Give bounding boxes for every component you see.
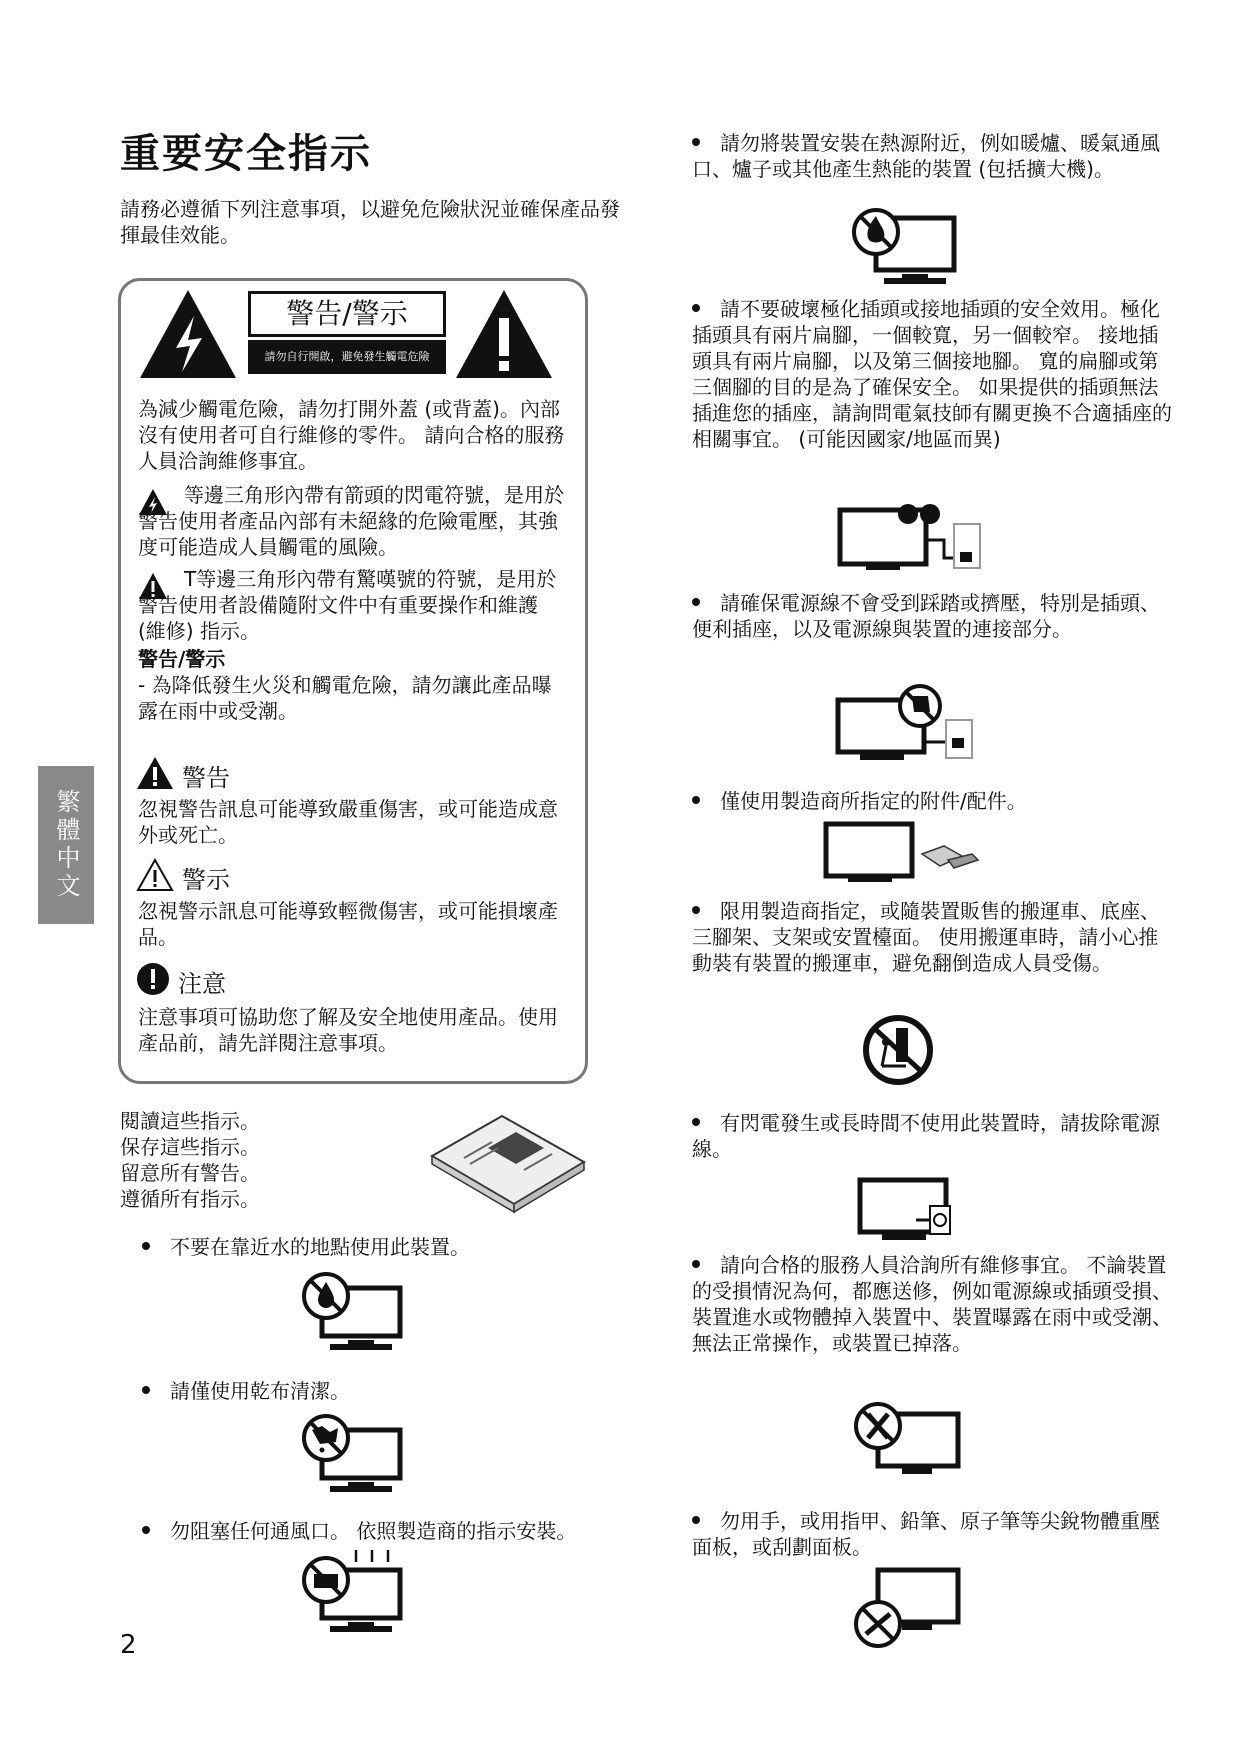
- warning-level-text: 忽視警告訊息可能導致嚴重傷害，或可能造成意外或死亡。: [138, 797, 558, 847]
- left-bullet-item: 請僅使用乾布清潔。: [142, 1378, 350, 1404]
- polarized-plug-icon: [836, 500, 986, 578]
- unplug-icon: [856, 1174, 956, 1252]
- read-list-item: 遵循所有指示。: [120, 1187, 260, 1211]
- warning-label-subtitle: 請勿自行開啟，避免發生觸電危險: [248, 340, 446, 374]
- warning-para-2: 等邊三角形內帶有箭頭的閃電符號，是用於警告使用者產品內部有未絕緣的危險電壓，其強度可能造成人員觸電的風險。: [138, 483, 564, 559]
- left-bullet-item: 不要在靠近水的地點使用此裝置。: [142, 1234, 470, 1260]
- no-self-repair-icon: [852, 1400, 964, 1480]
- note-level-icon: [136, 962, 170, 996]
- read-list-item: 保存這些指示。: [120, 1135, 260, 1159]
- warning-level-icon: [136, 756, 174, 790]
- caution-level-text: 忽視警示訊息可能導致輕微傷害，或可能損壞產品。: [138, 899, 558, 949]
- warning-subtitle: 警告/警示: [138, 647, 226, 671]
- no-step-cord-icon: [834, 684, 984, 764]
- read-list-item: 閱讀這些指示。: [120, 1109, 260, 1133]
- right-bullet-item: 請不要破壞極化插頭或接地插頭的安全效用。極化插頭具有兩片扁腳，一個較寬，另一個較窄。 接地插頭具有兩片扁腳，以及第三個接地腳。 寬的扁腳或第三個腳的目的是為了確保安全。 如果提供的插頭無法插進您的插座，請詢問電氣技師有關更換不合適插座的相關事宜。 (可能因國家/地區而異): [692, 297, 1172, 451]
- no-block-vent-icon: [300, 1548, 404, 1640]
- right-bullet-item: 有閃電發生或長時間不使用此裝置時，請拔除電源線。: [692, 1111, 1160, 1161]
- page-title: 重要安全指示: [120, 131, 372, 177]
- exclamation-triangle-icon: [454, 288, 554, 380]
- no-water-icon: [300, 1270, 404, 1356]
- no-press-panel-icon: [852, 1566, 964, 1650]
- manual-book-icon: [428, 1112, 588, 1208]
- right-bullet-item: 請確保電源線不會受到踩踏或擠壓，特別是插頭、便利插座，以及電源線與裝置的連接部分。: [692, 591, 1160, 641]
- warning-para-3: T等邊三角形內帶有驚嘆號的符號，是用於警告使用者設備隨附文件中有重要操作和維護 (維修) 指示。: [138, 567, 557, 643]
- page-number: 2: [120, 1630, 137, 1660]
- right-bullet-item: 限用製造商指定，或隨裝置販售的搬運車、底座、三腳架、支架或安置檯面。 使用搬運車時，請小心推動裝有裝置的搬運車，避免翻倒造成人員受傷。: [692, 899, 1160, 975]
- right-bullet-item: 請向合格的服務人員洽詢所有維修事宜。 不論裝置的受損情況為何，都應送修，例如電源線或插頭受損、裝置進水或物體掉入裝置中、裝置曝露在雨中或受潮、無法正常操作，或裝置已掉落。: [692, 1253, 1172, 1355]
- right-bullet-item: 勿用手，或用指甲、鉛筆、原子筆等尖銳物體重壓面板，或刮劃面板。: [692, 1509, 1160, 1559]
- warning-level-label: 警告: [182, 764, 230, 792]
- read-list-item: 留意所有警告。: [120, 1161, 260, 1185]
- warning-para-1: 為減少觸電危險，請勿打開外蓋 (或背蓋)。內部沒有使用者可自行維修的零件。 請向合格的服務人員洽詢維修事宜。: [138, 397, 565, 473]
- warning-label-title: 警告/警示: [248, 291, 446, 337]
- intro-text: 請務必遵循下列注意事項，以避免危險狀況並確保產品發揮最佳效能。: [120, 197, 620, 247]
- dry-cloth-icon: [300, 1412, 404, 1498]
- warning-subtext: - 為降低發生火災和觸電危險，請勿讓此產品曝露在雨中或受潮。: [138, 673, 552, 723]
- right-bullet-item: 請勿將裝置安裝在熱源附近，例如暖爐、暖氣通風口、爐子或其他產生熱能的裝置 (包括擴大機)。: [692, 131, 1160, 181]
- cart-warning-icon: [862, 1014, 934, 1090]
- accessories-icon: [822, 820, 982, 886]
- note-level-label: 注意: [178, 970, 226, 998]
- caution-level-icon: [136, 858, 174, 892]
- no-heat-source-icon: [848, 206, 958, 294]
- right-bullet-item: 僅使用製造商所指定的附件/配件。: [692, 788, 1172, 814]
- note-level-text: 注意事項可協助您了解及安全地使用產品。使用產品前，請先詳閱注意事項。: [138, 1005, 558, 1055]
- left-bullet-item: 勿阻塞任何通風口。 依照製造商的指示安裝。: [142, 1518, 576, 1544]
- language-side-tab: 繁體中文: [38, 766, 94, 924]
- caution-level-label: 警示: [182, 866, 230, 894]
- lightning-triangle-icon: [138, 288, 238, 380]
